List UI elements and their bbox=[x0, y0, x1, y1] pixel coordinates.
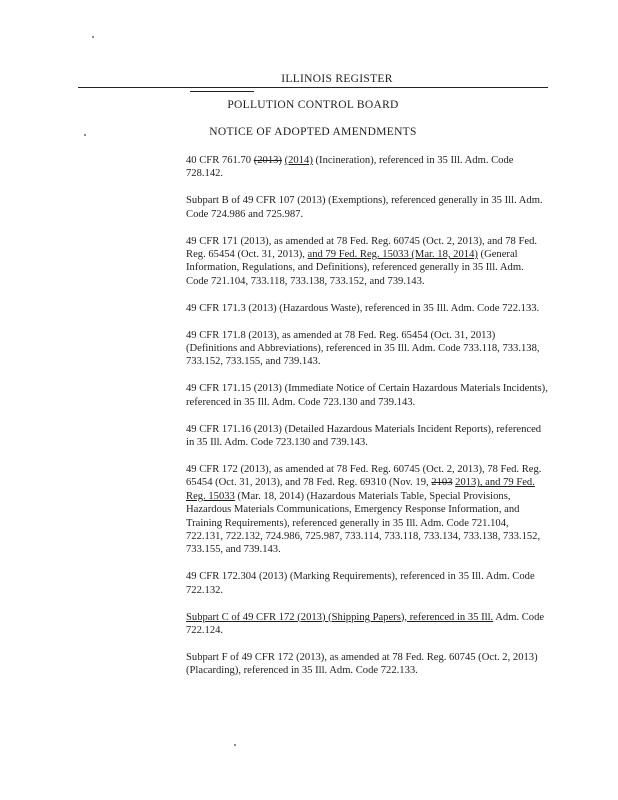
paragraph-text: 49 CFR 171.3 (2013) (Hazardous Waste), referenced in 35 Ill. Adm. Code 722.133. bbox=[186, 302, 540, 314]
register-title: ILLINOIS REGISTER bbox=[281, 73, 393, 85]
paragraph-text: Subpart B of 49 CFR 107 (2013) (Exemptions), referenced generally in 35 Ill. Adm. Code 724.986 and 725.987. bbox=[186, 195, 543, 220]
incorporation-paragraph bbox=[186, 570, 548, 597]
inserted-text: Subpart C of 49 CFR 172 (2013) (Shipping Papers), referenced in 35 Ill. bbox=[186, 611, 494, 623]
paragraph-text: 49 CFR 171.16 (2013) (Detailed Hazardous Materials Incident Reports), referenced in 35 Ill. Adm. Code 723.130 and 739.143. bbox=[186, 423, 542, 449]
deleted-text: 2103 bbox=[431, 477, 453, 489]
paragraph-text: 49 CFR 171 (2013), as amended at 78 Fed. Reg. 60745 (Oct. 2, 2013), and 78 Fed. Reg. 65454 (Oct. 31, 2013), bbox=[186, 235, 538, 261]
paragraph-text: 40 CFR 761.70 bbox=[186, 155, 254, 166]
inserted-text: 2013), and 79 Fed. Reg. 15033 bbox=[186, 477, 535, 502]
paragraph-text: 49 CFR 171.15 (2013) (Immediate Notice of Certain Hazardous Materials Incidents), referenced in 35 Ill. Adm. Code 723.130 and 739.143. bbox=[186, 383, 548, 408]
incorporation-paragraph bbox=[186, 302, 548, 315]
deleted-text: (2013) bbox=[253, 155, 282, 166]
header-rule-short bbox=[190, 91, 254, 92]
paragraph-text: 49 CFR 172 (2013), as amended at 78 Fed. Reg. 60745 (Oct. 2, 2013), 78 Fed. Reg. 65454 (Oct. 31, 2013), and 78 Fed. Reg. 69310 (Nov. 19, bbox=[186, 464, 542, 489]
incorporation-paragraph bbox=[186, 463, 548, 557]
incorporation-paragraph bbox=[186, 382, 548, 409]
agency-title: POLLUTION CONTROL BOARD bbox=[227, 99, 399, 111]
paragraph-text: Subpart F of 49 CFR 172 (2013), as amended at 78 Fed. Reg. 60745 (Oct. 2, 2013) (Placarding), referenced in 35 Ill. Adm. Code 722.133. bbox=[186, 651, 538, 677]
incorporation-paragraph bbox=[186, 154, 548, 181]
incorporations-list bbox=[186, 154, 548, 691]
paragraph-text: (Incineration), referenced in 35 Ill. Adm. Code 728.142. bbox=[186, 155, 514, 180]
paragraph-text: 49 CFR 171.8 (2013), as amended at 78 Fed. Reg. 65454 (Oct. 31, 2013) (Definitions and Abbreviations), referenced in 35 Ill. Adm. Code 733.118, 733.138, 733.152, 733.155, and 739.143. bbox=[186, 329, 540, 368]
paragraph-text: Adm. Code 722.124. bbox=[186, 611, 545, 637]
paragraph-text: (General Information, Regulations, and Definitions), referenced generally in 35 Ill. Adm. Code 721.104, 733.118, 733.138, 733.152, and 739.143. bbox=[186, 249, 524, 287]
incorporation-paragraph bbox=[186, 611, 548, 638]
incorporation-paragraph bbox=[186, 423, 548, 450]
paragraph-text: 49 CFR 172.304 (2013) (Marking Requirements), referenced in 35 Ill. Adm. Code 722.132. bbox=[186, 571, 535, 596]
scan-speck bbox=[234, 744, 236, 746]
header-rule bbox=[78, 87, 548, 88]
incorporation-paragraph bbox=[186, 329, 548, 369]
inserted-text: (2014) bbox=[284, 155, 313, 166]
scan-speck bbox=[92, 36, 94, 38]
incorporation-paragraph bbox=[186, 235, 548, 289]
incorporation-paragraph bbox=[186, 194, 548, 221]
inserted-text: and 79 Fed. Reg. 15033 (Mar. 18, 2014) bbox=[307, 249, 478, 261]
paragraph-text: (Mar. 18, 2014) (Hazardous Materials Table, Special Provisions, Hazardous Materials Communications, Emergency Response Information, and Training Requirements), referenced generally in 35 Ill. Adm. Code 721.104, 722.131, 722.132, 724.986, 725.987, 733.114, 733.118, 733.134, 733.138, 733.152, 733.155, and 739.143. bbox=[186, 490, 541, 556]
incorporation-paragraph bbox=[186, 651, 548, 678]
notice-title: NOTICE OF ADOPTED AMENDMENTS bbox=[209, 126, 417, 138]
